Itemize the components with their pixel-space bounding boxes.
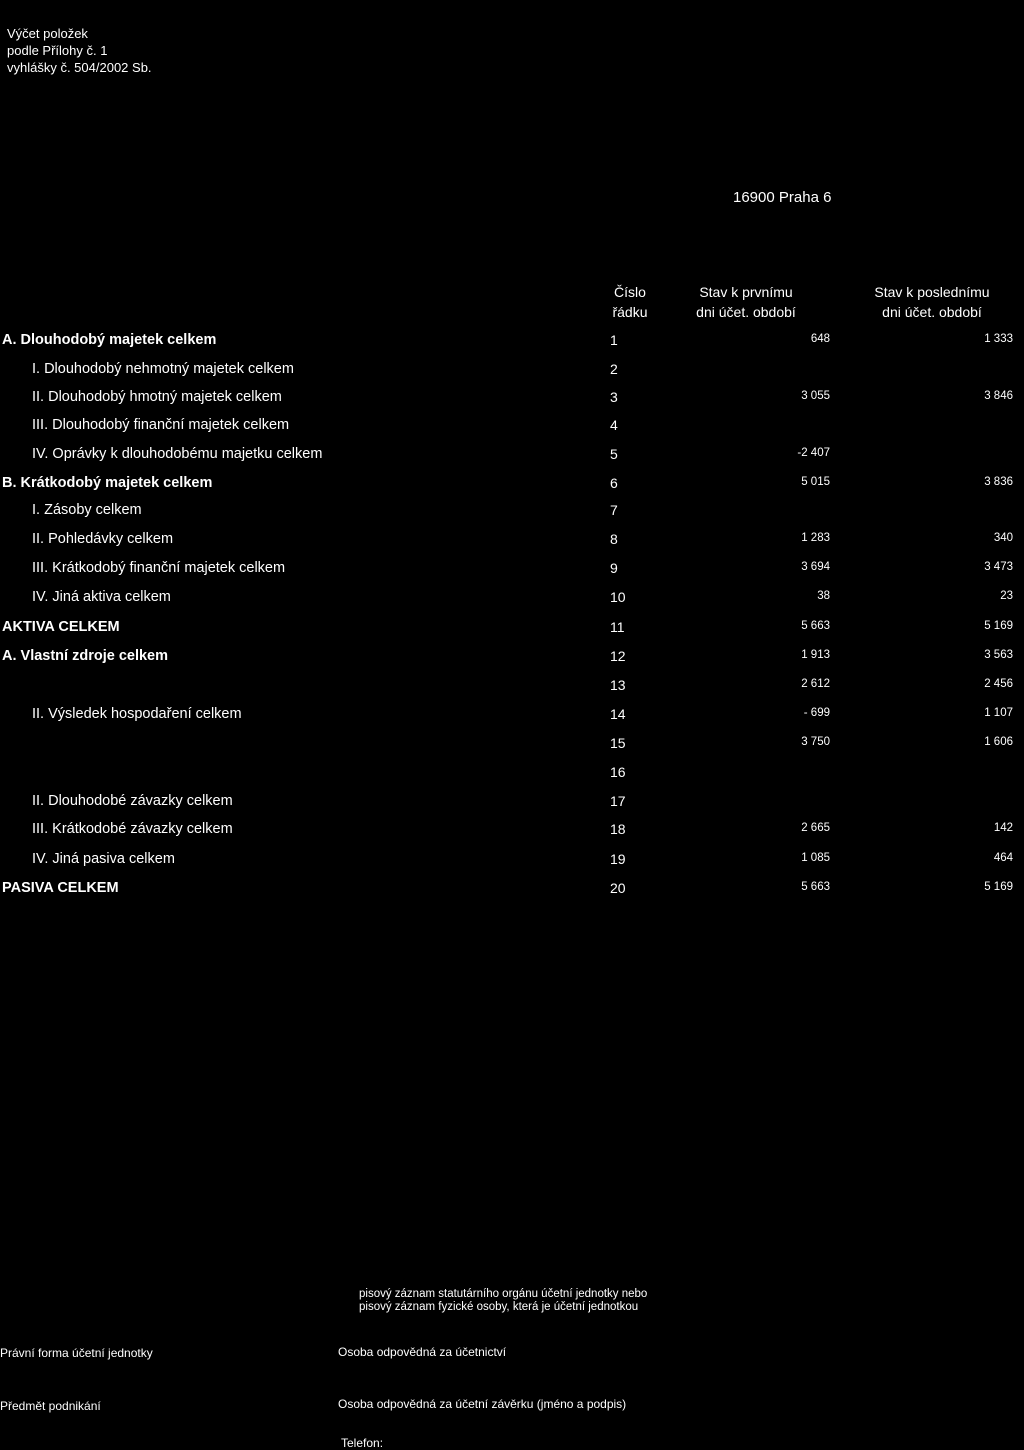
header-number-line-1: Číslo [614, 284, 646, 300]
row-value-last-day: 3 836 [984, 476, 1013, 488]
row-number: 20 [610, 880, 626, 896]
header-last-day-line-1: Stav k poslednímu [874, 284, 990, 300]
row-label: PASIVA CELKEM [2, 880, 119, 896]
row-label: AKTIVA CELKEM [2, 619, 120, 635]
row-number: 14 [610, 706, 626, 722]
row-number: 19 [610, 851, 626, 867]
address: 16900 Praha 6 [733, 189, 832, 206]
signature-note [359, 1288, 647, 1314]
row-value-first-day: 38 [817, 590, 830, 602]
row-number: 5 [610, 446, 618, 462]
row-value-last-day: 3 563 [984, 649, 1013, 661]
accountant-label: Osoba odpovědná za účetnictví [338, 1345, 507, 1359]
row-number: 1 [610, 332, 618, 348]
row-label: IV. Jiná pasiva celkem [32, 851, 175, 867]
closing-responsible-label: Osoba odpovědná za účetní závěrku (jméno a podpis) [338, 1397, 627, 1411]
row-value-first-day: -2 407 [797, 447, 830, 459]
row-value-first-day: 3 055 [801, 390, 830, 402]
row-value-last-day: 464 [993, 852, 1013, 864]
header-first-day-line-2: dni účet. období [696, 304, 796, 320]
row-label: A. Vlastní zdroje celkem [2, 648, 169, 664]
row-label: II. Dlouhodobé závazky celkem [32, 793, 233, 809]
row-value-last-day: 142 [993, 822, 1013, 834]
row-number: 16 [610, 764, 626, 780]
row-value-first-day: 3 750 [801, 736, 830, 748]
legal-form-label: Právní forma účetní jednotky [0, 1346, 153, 1360]
row-number: 18 [610, 821, 626, 837]
row-number: 12 [610, 648, 626, 664]
row-number: 13 [610, 677, 626, 693]
row-value-first-day: 1 913 [801, 649, 830, 661]
row-value-first-day: 5 663 [801, 620, 830, 632]
row-label: III. Krátkodobé závazky celkem [32, 821, 233, 837]
header-last-day-line-2: dni účet. období [882, 304, 982, 320]
row-value-first-day: 3 694 [801, 561, 830, 573]
row-number: 9 [610, 560, 618, 576]
header-last-day [862, 282, 1002, 322]
row-value-first-day: 1 283 [801, 532, 830, 544]
row-number: 15 [610, 735, 626, 751]
row-number: 7 [610, 502, 618, 518]
header-first-day-line-1: Stav k prvnímu [699, 284, 793, 300]
row-label: II. Pohledávky celkem [32, 531, 174, 547]
row-number: 6 [610, 475, 618, 491]
row-label: IV. Jiná aktiva celkem [32, 589, 171, 605]
row-value-last-day: 1 333 [984, 333, 1013, 345]
row-value-last-day: 1 107 [984, 707, 1013, 719]
row-label: II. Výsledek hospodaření celkem [32, 706, 242, 722]
row-label: III. Krátkodobý finanční majetek celkem [32, 560, 286, 576]
row-label: II. Dlouhodobý hmotný majetek celkem [32, 389, 282, 405]
row-label: III. Dlouhodobý finanční majetek celkem [32, 417, 290, 433]
row-value-last-day: 5 169 [984, 620, 1013, 632]
header-number-line-2: řádku [612, 304, 648, 320]
row-number: 3 [610, 389, 618, 405]
row-value-first-day: 5 015 [801, 476, 830, 488]
row-value-first-day: 2 612 [801, 678, 830, 690]
row-value-first-day: 1 085 [801, 852, 830, 864]
row-value-last-day: 340 [993, 532, 1013, 544]
intro-line-1: Výčet položek [7, 26, 88, 41]
row-value-first-day: 2 665 [801, 822, 830, 834]
intro-line-3: vyhlášky č. 504/2002 Sb. [7, 60, 152, 75]
row-number: 10 [610, 589, 626, 605]
row-value-last-day: 23 [1000, 590, 1013, 602]
row-number: 11 [610, 619, 625, 635]
row-value-last-day: 5 169 [984, 881, 1013, 893]
row-label: A. Dlouhodobý majetek celkem [2, 332, 217, 348]
header-first-day [676, 282, 816, 322]
row-label: I. Zásoby celkem [32, 502, 142, 518]
row-value-first-day: 648 [810, 333, 830, 345]
row-number: 8 [610, 531, 618, 547]
row-value-first-day: - 699 [803, 707, 830, 719]
row-value-last-day: 1 606 [984, 736, 1013, 748]
row-number: 2 [610, 361, 618, 377]
row-number: 17 [610, 793, 626, 809]
intro-line-2: podle Přílohy č. 1 [7, 43, 108, 58]
row-label: B. Krátkodobý majetek celkem [2, 475, 213, 491]
row-value-last-day: 3 473 [984, 561, 1013, 573]
row-value-last-day: 2 456 [984, 678, 1013, 690]
signature-note-line-2: pisový záznam fyzické osoby, která je účetní jednotkou [359, 1301, 639, 1313]
signature-note-line-1: pisový záznam statutárního orgánu účetní jednotky nebo [359, 1288, 648, 1300]
header-number [590, 282, 670, 322]
phone-label: Telefon: [341, 1436, 384, 1450]
row-number: 4 [610, 417, 618, 433]
row-value-last-day: 3 846 [984, 390, 1013, 402]
row-value-first-day: 5 663 [801, 881, 830, 893]
row-label: IV. Oprávky k dlouhodobému majetku celkem [32, 446, 323, 462]
business-label: Předmět podnikání [0, 1399, 101, 1413]
row-label: I. Dlouhodobý nehmotný majetek celkem [32, 361, 294, 377]
